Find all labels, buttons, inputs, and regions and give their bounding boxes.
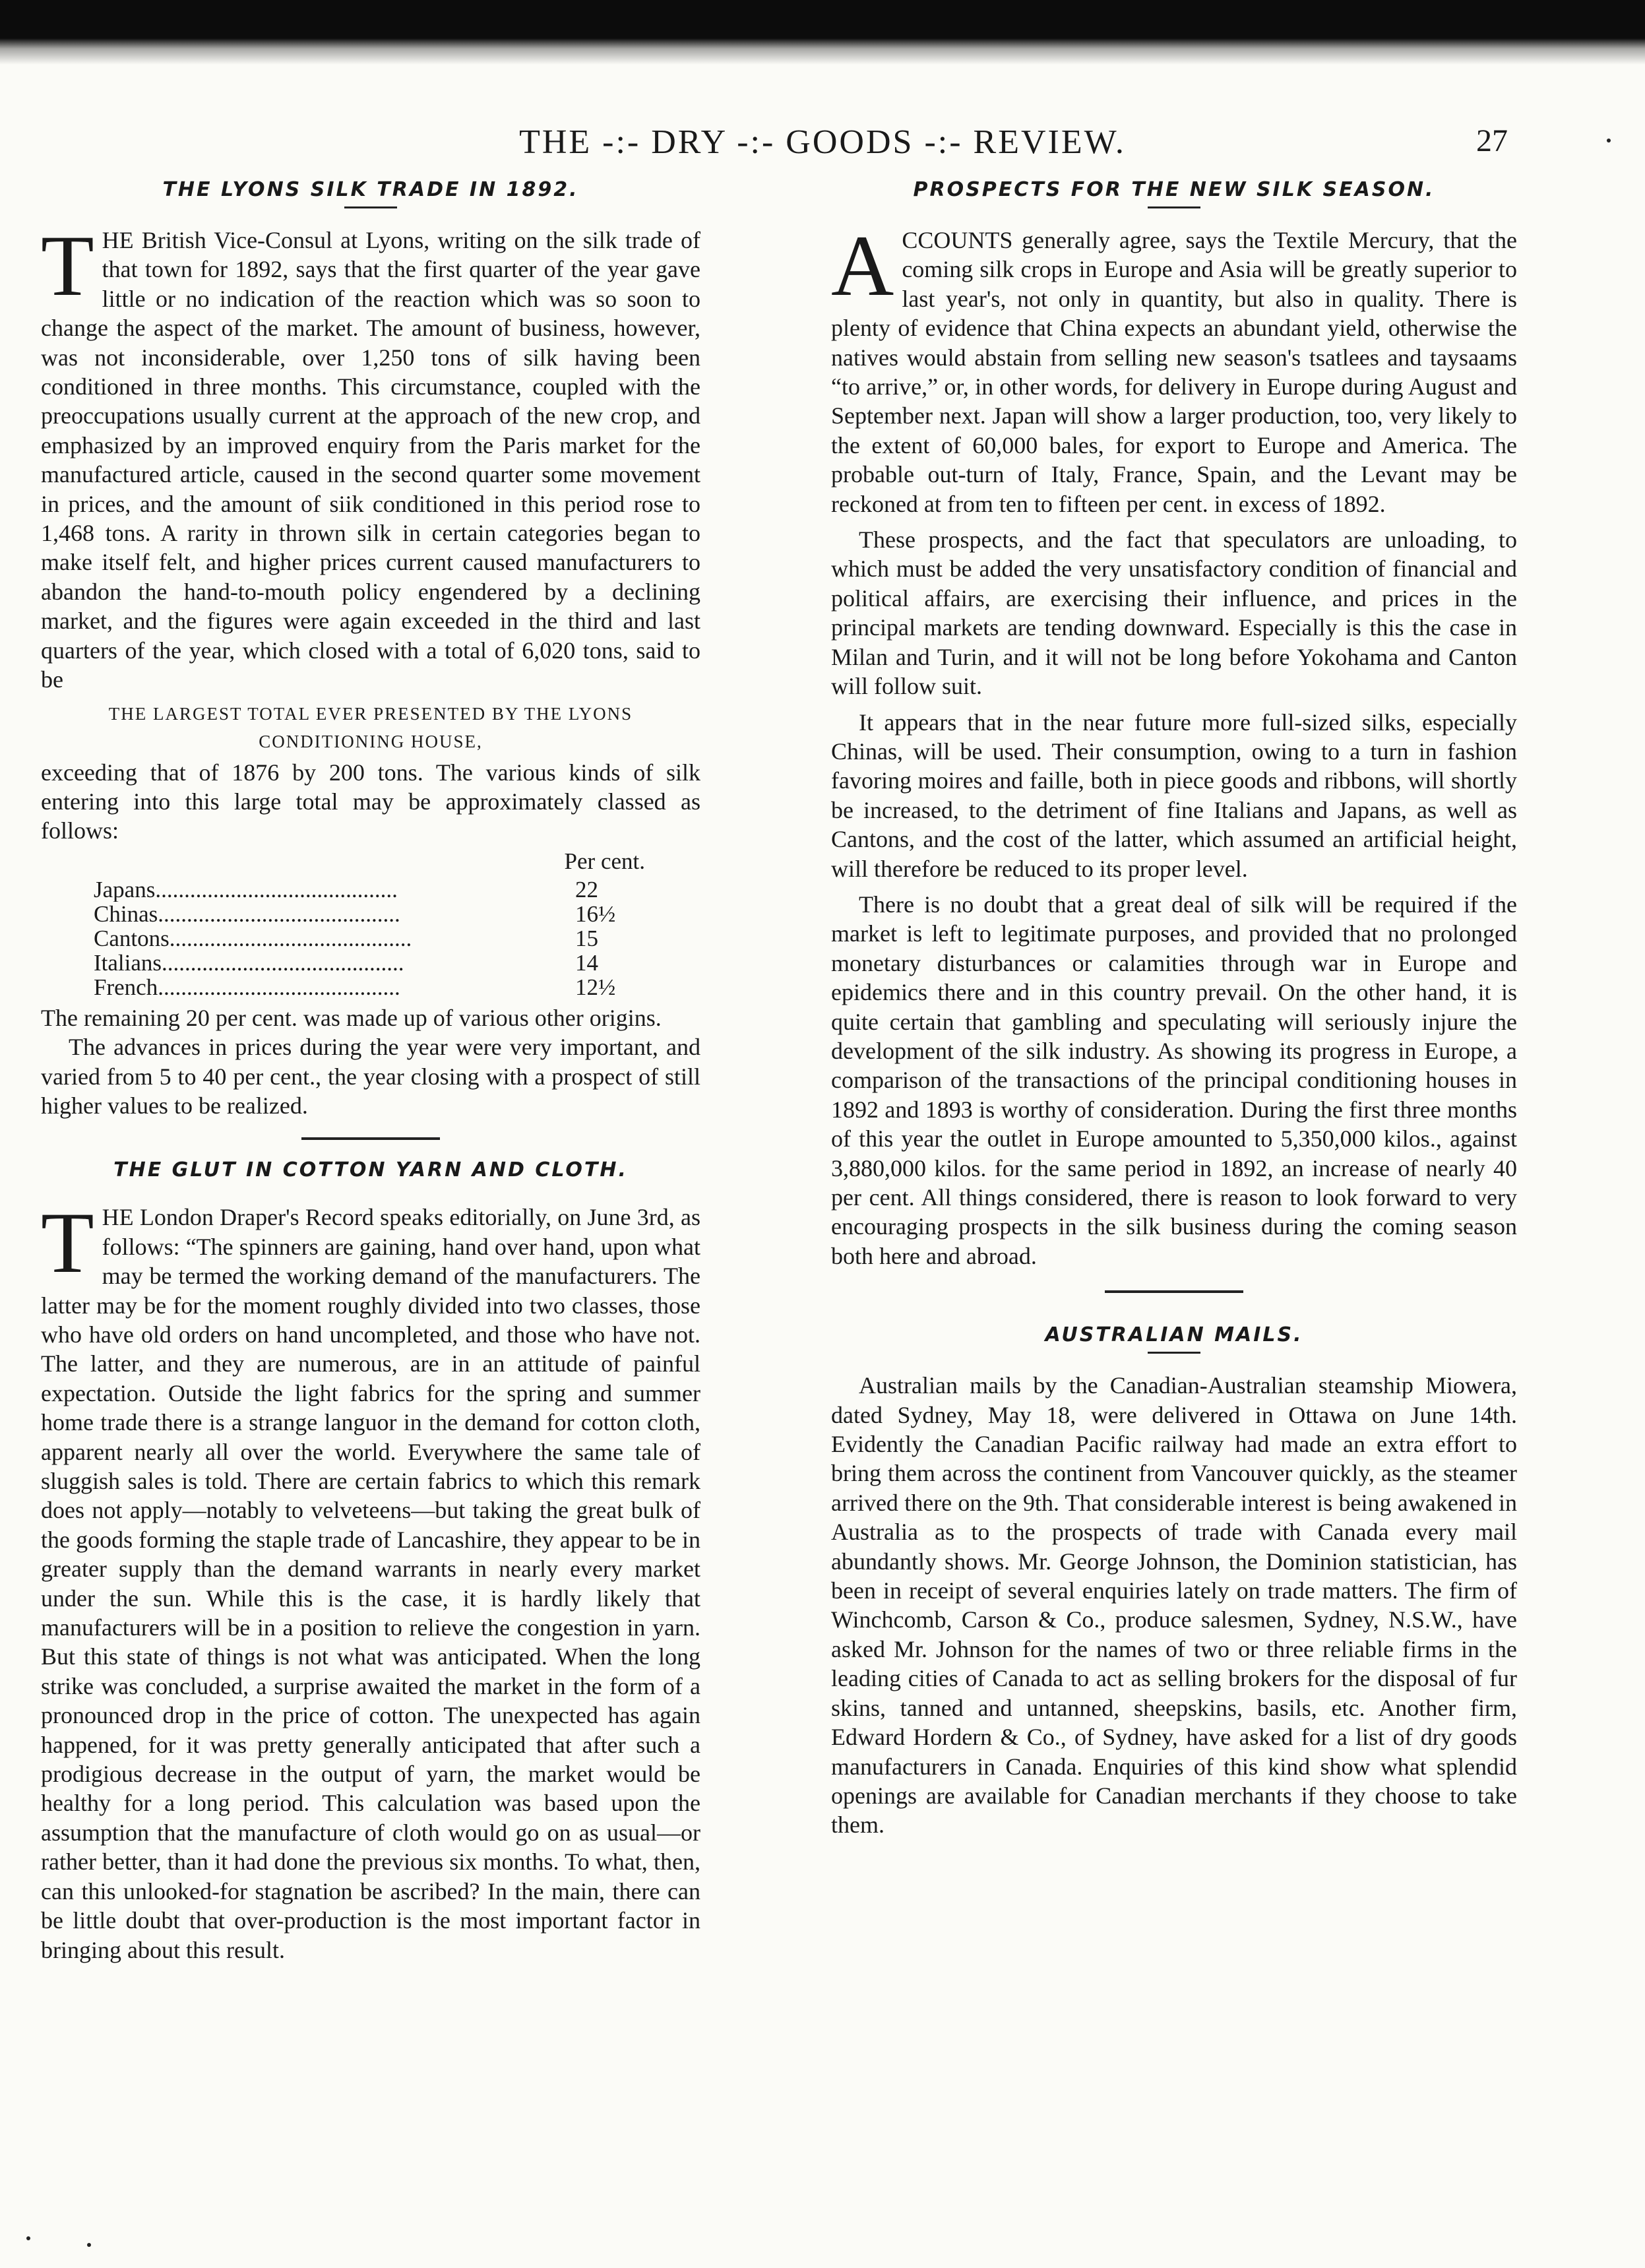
drop-cap: A [831, 217, 894, 314]
table-label: Japans.......................................... [94, 877, 398, 902]
section-divider [301, 1137, 440, 1140]
table-row [94, 902, 667, 926]
heading-rule [344, 206, 397, 208]
table-value: 15 [575, 925, 598, 951]
article-australian-mails [831, 1323, 1517, 1840]
left-column [41, 178, 700, 1965]
table-row [94, 877, 667, 902]
section-divider [1105, 1290, 1243, 1293]
table-label: Italians.......................................... [94, 950, 404, 975]
table-label: Chinas.......................................... [94, 901, 400, 926]
heading-rule [1148, 206, 1200, 208]
article-heading: AUSTRALIAN MAILS. [1045, 1323, 1303, 1347]
scan-speck [26, 2236, 30, 2240]
article-paragraph [831, 217, 1517, 519]
table-label: French.......................................... [94, 974, 400, 999]
table-value: 22 [575, 876, 598, 902]
article-heading: PROSPECTS FOR THE NEW SILK SEASON. [913, 178, 1435, 201]
scan-top-fringe [0, 38, 1645, 65]
paragraph-text: HE British Vice-Consul at Lyons, writing on the silk trade of that town for 1892, says that the first quarter of the year gave little or no indication of the reaction which was so soon to change the aspect of the market. The amount of business, however, was not inconsiderable, over 1,250 tons of silk having been conditioned in three months. This circumstance, coupled with the preoccupations usually current at the approach of the new crop, and emphasized by an improved enquiry from the Paris market for the manufactured article, caused in the second quarter some movement in prices, and the amount of siik conditioned in this period rose to 1,468 tons. A rarity in thrown silk in certain categories began to make itself felt, and higher prices current caused manufacturers to abandon the hand-to-mouth policy engendered by a declining market, and the figures were again exceeded in the third and last quarters of the year, which closed with a total of 6,020 tons, said to be [41, 227, 700, 693]
article-cotton-glut [41, 1158, 700, 1965]
page-header [0, 123, 1645, 162]
article-paragraph: It appears that in the near future more full-sized silks, especially Chinas, will be used. Their consumption, owing to a turn in fashion favoring moires and faille, both in piece goods and ribbons, will shortly be increased, to the detriment of fine Italians and Japans, as well as Cantons, and the cost of the latter, which assumed an artificial height, will therefore be reduced to its proper level. [831, 709, 1517, 882]
article-paragraph [41, 217, 700, 695]
paragraph-text: CCOUNTS generally agree, says the Textile Mercury, that the coming silk crops in Europe and Asia will be greatly superior to last year's, not only in quantity, but also in quality. There is plenty of evidence that China expects an abundant yield, otherwise the natives would abstain from selling new season's tsatlees and taysaams “to arrive,” or, in other words, for delivery in Europe during August and September next. Japan will show a larger production, too, very likely to the extent of 60,000 bales, for export to Europe and America. The probable out-turn of Italy, France, Spain, and the Levant may be reckoned at from ten to fifteen per cent. in excess of 1892. [831, 227, 1517, 517]
article-heading: THE LYONS SILK TRADE IN 1892. [162, 178, 579, 201]
article-new-silk-season [831, 178, 1517, 1271]
right-column [831, 178, 1517, 1840]
table-value: 12½ [575, 974, 616, 1000]
article-paragraph: exceeding that of 1876 by 200 tons. The various kinds of silk entering into this large total may be approximately classed as follows: [41, 759, 700, 844]
table-row [94, 926, 667, 951]
page-number: 27 [1476, 123, 1508, 158]
table-label: Cantons.......................................... [94, 926, 412, 951]
article-heading: THE GLUT IN COTTON YARN AND CLOTH. [113, 1158, 628, 1182]
article-paragraph [41, 1194, 700, 1965]
article-paragraph: Australian mails by the Canadian-Australian steamship Miowera, dated Sydney, May 18, were delivered in Ottawa on June 14th. Evidently the Canadian Pacific railway had made an extra effort to bring them across the continent from Vancouver quickly, as the steamer arrived there on the 9th. That considerable interest is being awakened in Australia as to the prospects of trade with Canada every mail abundantly shows. Mr. George Johnson, the Dominion statistician, has been in receipt of several enquiries lately on trade matters. The firm of Winchcomb, Carson & Co., produce salesmen, Sydney, N.S.W., have asked Mr. Johnson for the names of two or three reliable firms in the leading cities of Canada to act as selling brokers for the disposal of fur skins, tanned and untanned, sheepskins, basils, etc. Another firm, Edward Hordern & Co., of Sydney, have asked for a list of dry goods manufacturers in Canada. Enquiries of this kind show what splendid openings are available for Canadian merchants if they choose to take them. [831, 1372, 1517, 1839]
table-value: 16½ [575, 900, 616, 927]
article-lyons-silk-trade [41, 178, 700, 1120]
scan-top-border [0, 0, 1645, 38]
drop-cap: T [41, 217, 94, 314]
publication-title: THE -:- DRY -:- GOODS -:- REVIEW. [519, 123, 1126, 161]
article-paragraph: The remaining 20 per cent. was made up of various other origins. [41, 1004, 662, 1031]
drop-cap: T [41, 1194, 94, 1292]
table-row [94, 951, 667, 975]
article-paragraph: The advances in prices during the year were very important, and varied from 5 to 40 per cent., the year closing with a prospect of still higher values to be realized. [41, 1034, 700, 1119]
table-row [94, 975, 667, 999]
paragraph-text: HE London Draper's Record speaks editorially, on June 3rd, as follows: “The spinners are gaining, hand over hand, upon what may be termed the working demand of the manufacturers. The latter may be for the moment roughly divided into two classes, those who have old orders on hand uncompleted, and those who have not. The latter, and they are numerous, are in an attitude of painful expectation. Outside the light fabrics for the spring and summer home trade there is a strange languor in the demand for cotton cloth, apparent nearly all over the world. Everywhere the same tale of sluggish sales is told. There are certain fabrics to which this remark does not apply—notably to velveteens—but taking the great bulk of the goods forming the staple trade of Lancashire, they appear to be in greater supply than the demand warrants in nearly every market under the sun. While this is the case, it is hardly likely that manufacturers will be in a position to relieve the congestion in yarn. But this state of things is not what was anticipated. When the long strike was concluded, a surprise awaited the market in the form of a pronounced drop in the price of cotton. The unexpected has again happened, for it was pretty generally anticipated that after such a prodigious decrease in the output of yarn, the market would be healthy for a long period. This calculation was based upon the assumption that the manufacture of cloth would go on as usual—or rather better, than it had done the previous six months. To what, then, can this unlooked-for stagnation be ascribed? In the main, there can be little doubt that over-production is the most important factor in bringing about this result. [41, 1204, 700, 1963]
heading-rule [1148, 1352, 1200, 1354]
small-caps-line: THE LARGEST TOTAL EVER PRESENTED BY THE LYONS CONDITIONING HOUSE, [108, 703, 633, 751]
article-paragraph: There is no doubt that a great deal of silk will be required if the market is left to legitimate purposes, and provided that no prolonged monetary disturbances or calamities through war in Europe and epidemics there and in this country prevail. On the other hand, it is quite certain that gambling and speculating will seriously injure the development of the silk industry. As showing its progress in Europe, a comparison of the transactions of the principal conditioning houses in 1892 and 1893 is worthy of consideration. During the first three months of this year the outlet in Europe amounted to 5,350,000 kilos., against 3,880,000 kilos. for the same period in 1892, an increase of nearly 40 per cent. All things considered, there is reason to look forward to very encouraging prospects in the silk business during the coming season both here and abroad. [831, 891, 1517, 1269]
scan-speck [1607, 139, 1611, 142]
scan-speck [87, 2243, 91, 2247]
silk-origin-table [94, 877, 667, 999]
table-value: 14 [575, 949, 598, 976]
table-header: Per cent. [564, 848, 645, 874]
article-paragraph: These prospects, and the fact that speculators are unloading, to which must be added the very unsatisfactory condition of financial and political affairs, are exercising their influence, and prices in the principal markets are tending downward. Especially is this the case in Milan and Turin, and it will not be long before Yokohama and Canton will follow suit. [831, 526, 1517, 700]
